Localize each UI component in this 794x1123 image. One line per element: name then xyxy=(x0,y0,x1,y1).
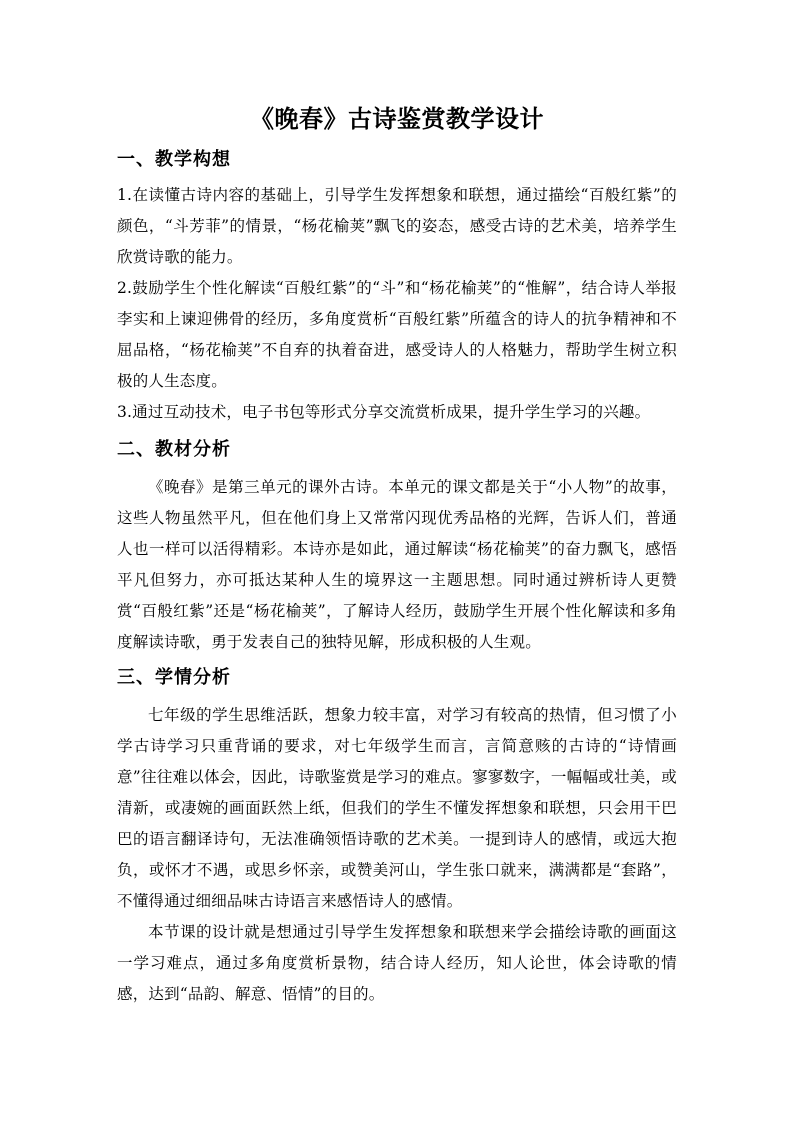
paragraph-material-1: 《晚春》是第三单元的课外古诗。本单元的课文都是关于“小人物”的故事，这些人物虽然平凡，但在他们身上又常常闪现优秀品格的光辉，告诉人们，普通人也一样可以活得精彩。本诗亦是如此，通过解读“杨花榆荚”的奋力飘飞，感悟平凡但努力，亦可抵达某种人生的境界这一主题思想。同时通过辨析诗人更赞赏“百般红紫”还是“杨花榆荚”，了解诗人经历，鼓励学生开展个性化解读和多角度解读诗歌，勇于发表自己的独特见解，形成积极的人生观。 xyxy=(117,478,677,651)
section-heading-material-analysis: 二、教材分析 xyxy=(117,439,231,460)
paragraph-concept-1: 1.在读懂古诗内容的基础上，引导学生发挥想象和联想，通过描绘“百般红紫”的颜色，“斗芳菲”的情景，“杨花榆荚”飘飞的姿态，感受古诗的艺术美，培养学生欣赏诗歌的能力。 xyxy=(117,186,677,266)
paragraph-concept-2: 2.鼓励学生个性化解读“百般红紫”的“斗”和“杨花榆荚”的“惟解”，结合诗人举报李实和上谏迎佛骨的经历，多角度赏析“百般红紫”所蕴含的诗人的抗争精神和不屈品格，“杨花榆荚”不自弃的执着奋进，感受诗人的人格魅力，帮助学生树立积极的人生态度。 xyxy=(117,279,677,390)
paragraph-student-2: 本节课的设计就是想通过引导学生发挥想象和联想来学会描绘诗歌的画面这一学习难点，通过多角度赏析景物，结合诗人经历，知人论世，体会诗歌的情感，达到“品韵、解意、悟情”的目的。 xyxy=(117,923,677,1003)
document-title: 《晚春》古诗鉴赏教学设计 xyxy=(250,104,544,133)
paragraph-student-1: 七年级的学生思维活跃，想象力较丰富，对学习有较高的热情，但习惯了小学古诗学习只重背诵的要求，对七年级学生而言，言简意赅的古诗的“诗情画意”往往难以体会，因此，诗歌鉴赏是学习的难点。寥寥数字，一幅幅或壮美，或清新，或凄婉的画面跃然上纸，但我们的学生不懂发挥想象和联想，只会用干巴巴的语言翻译诗句，无法准确领悟诗歌的艺术美。一提到诗人的感情，或远大抱负，或怀才不遇，或思乡怀亲，或赞美河山，学生张口就来，满满都是“套路”，不懂得通过细细品味古诗语言来感悟诗人的感情。 xyxy=(117,706,677,910)
paragraph-concept-3: 3.通过互动技术，电子书包等形式分享交流赏析成果，提升学生学习的兴趣。 xyxy=(117,403,651,421)
section-heading-student-analysis: 三、学情分析 xyxy=(117,667,231,688)
section-heading-teaching-concept: 一、教学构想 xyxy=(117,149,231,170)
